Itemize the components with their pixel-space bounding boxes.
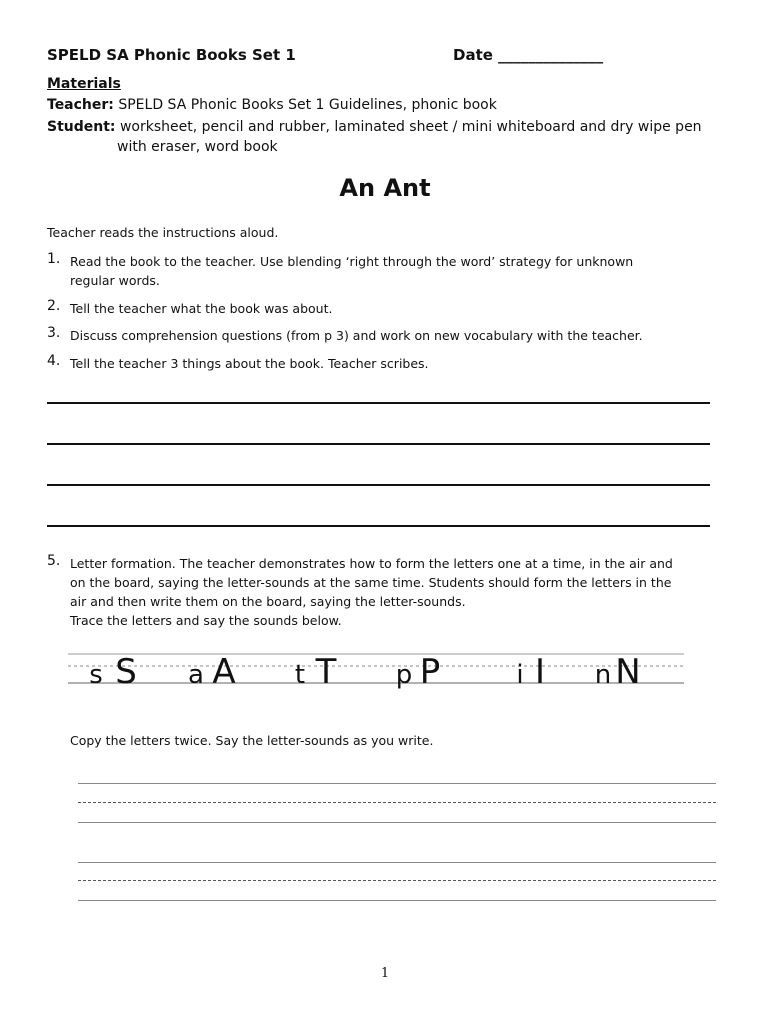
writing-line[interactable] bbox=[47, 443, 710, 445]
student-materials-text: worksheet, pencil and rubber, laminated sheet / mini whiteboard and dry wipe pen bbox=[115, 119, 702, 135]
copy-line-top[interactable] bbox=[78, 783, 716, 784]
instruction-number: 1. bbox=[47, 251, 61, 267]
copy-line-middle[interactable] bbox=[78, 880, 716, 881]
instruction-text: air and then write them on the board, saying the letter-sounds. bbox=[70, 594, 466, 609]
student-label: Student: bbox=[47, 119, 116, 135]
trace-letter-upper-a: A bbox=[212, 652, 236, 690]
copy-line-base[interactable] bbox=[78, 822, 716, 823]
instruction-text: regular words. bbox=[70, 273, 160, 288]
trace-letter-upper-t: T bbox=[315, 652, 337, 690]
instruction-text: Tell the teacher what the book was about. bbox=[70, 301, 333, 316]
page-number: 1 bbox=[380, 966, 390, 981]
copy-instruction: Copy the letters twice. Say the letter-sounds as you write. bbox=[70, 733, 434, 748]
trace-letter-upper-n: N bbox=[615, 652, 641, 690]
worksheet-title: An Ant bbox=[339, 174, 431, 202]
trace-letter-lower-i: i bbox=[516, 660, 524, 690]
trace-letter-lower-a: a bbox=[188, 660, 204, 690]
student-materials bbox=[47, 119, 702, 135]
instruction-number: 5. bbox=[47, 553, 61, 569]
materials-heading: Materials bbox=[47, 76, 121, 92]
intro-text: Teacher reads the instructions aloud. bbox=[47, 225, 279, 240]
trace-letter-upper-s: S bbox=[115, 652, 137, 690]
copy-line-base[interactable] bbox=[78, 900, 716, 901]
writing-line[interactable] bbox=[47, 402, 710, 404]
trace-letter-upper-i: I bbox=[534, 652, 546, 690]
instruction-text: Read the book to the teacher. Use blending ‘right through the word’ strategy for unknown bbox=[70, 254, 634, 269]
student-materials-continued: with eraser, word book bbox=[117, 139, 278, 155]
teacher-label: Teacher: bbox=[47, 97, 114, 113]
letter-tracing-guide bbox=[68, 648, 684, 690]
trace-letter-lower-n: n bbox=[594, 660, 612, 690]
instruction-text: on the board, saying the letter-sounds at the same time. Students should form the letters in the bbox=[70, 575, 672, 590]
trace-letter-lower-t: t bbox=[294, 660, 306, 690]
trace-letter-lower-p: p bbox=[395, 660, 413, 690]
copy-line-middle[interactable] bbox=[78, 802, 716, 803]
instruction-text: Tell the teacher 3 things about the book. Teacher scribes. bbox=[70, 356, 429, 371]
copy-line-top[interactable] bbox=[78, 862, 716, 863]
instruction-text: Discuss comprehension questions (from p 3) and work on new vocabulary with the teacher. bbox=[70, 328, 643, 343]
teacher-materials bbox=[47, 97, 497, 113]
instruction-text: Letter formation. The teacher demonstrates how to form the letters one at a time, in the air and bbox=[70, 556, 673, 571]
writing-line[interactable] bbox=[47, 484, 710, 486]
instruction-number: 4. bbox=[47, 353, 61, 369]
instruction-number: 2. bbox=[47, 298, 61, 314]
header-title: SPELD SA Phonic Books Set 1 bbox=[47, 46, 296, 64]
trace-letter-lower-s: s bbox=[89, 660, 103, 690]
trace-letter-upper-p: P bbox=[419, 652, 441, 690]
instruction-number: 3. bbox=[47, 325, 61, 341]
writing-line[interactable] bbox=[47, 525, 710, 527]
teacher-materials-text: SPELD SA Phonic Books Set 1 Guidelines, phonic book bbox=[113, 97, 497, 113]
date-field: Date ______________ bbox=[453, 46, 604, 64]
instruction-text: Trace the letters and say the sounds below. bbox=[70, 613, 342, 628]
